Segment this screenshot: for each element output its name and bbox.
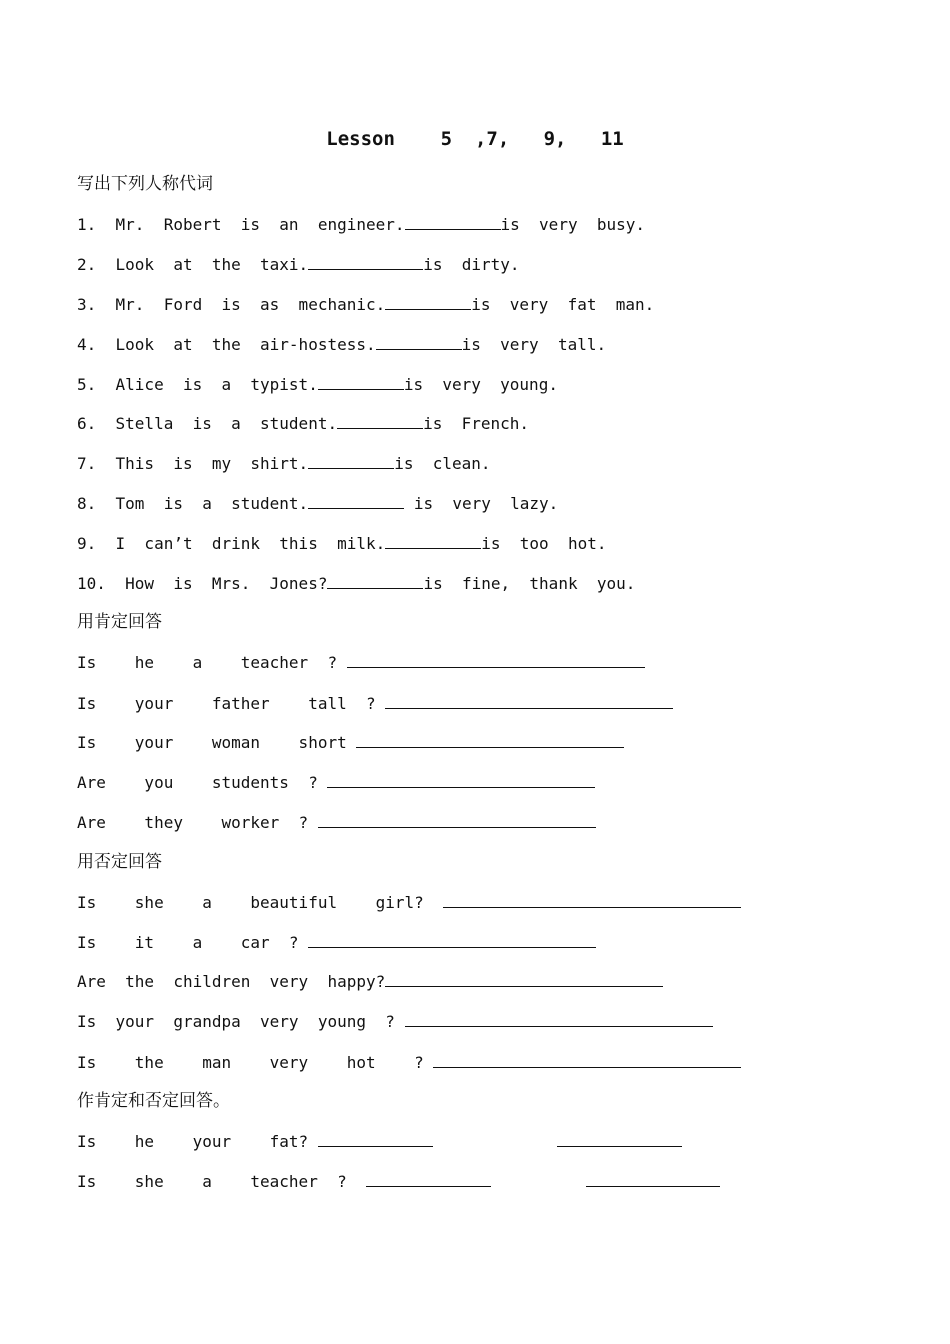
answer-blank[interactable] <box>385 532 481 549</box>
exercise-line-2 <box>77 253 520 277</box>
answer-blank[interactable] <box>385 970 663 987</box>
question-text: 9. I can’t drink this milk. <box>77 534 386 553</box>
question-text: is very tall. <box>461 335 607 354</box>
affirmative-line-3 <box>77 731 624 755</box>
exercise-line-1 <box>77 213 645 237</box>
answer-blank[interactable] <box>318 811 596 828</box>
negative-line-3 <box>77 970 663 994</box>
exercise-line-10 <box>77 572 635 596</box>
page-title: Lesson 5 ,7, 9, 11 <box>326 128 624 150</box>
question-text: Is your grandpa very young ? <box>77 1012 405 1031</box>
question-text: 10. How is Mrs. Jones? <box>77 574 328 593</box>
question-text: Is he a teacher ? <box>77 653 347 672</box>
answer-blank[interactable] <box>308 931 596 948</box>
question-text: 4. Look at the air-hostess. <box>77 335 376 354</box>
answer-blank[interactable] <box>376 333 462 350</box>
answer-blank[interactable] <box>308 492 404 509</box>
negative-line-5 <box>77 1051 741 1075</box>
answer-blank[interactable] <box>356 731 624 748</box>
exercise-line-7 <box>77 452 491 476</box>
question-text: Is your woman short <box>77 733 357 752</box>
answer-blank[interactable] <box>308 452 394 469</box>
question-text: Are the children very happy? <box>77 972 386 991</box>
answer-blank[interactable] <box>405 213 501 230</box>
question-text: Is your father tall ? <box>77 694 386 713</box>
answer-blank[interactable] <box>327 572 423 589</box>
question-text: 3. Mr. Ford is as mechanic. <box>77 295 386 314</box>
negative-line-1 <box>77 891 741 915</box>
answer-blank[interactable] <box>337 412 423 429</box>
answer-blank-yes[interactable] <box>366 1170 491 1187</box>
question-text: 2. Look at the taxi. <box>77 255 309 274</box>
answer-blank[interactable] <box>385 293 471 310</box>
negative-line-2 <box>77 931 596 955</box>
section-heading-negative: 用否定回答 <box>77 852 162 872</box>
question-text: is fine, thank you. <box>423 574 636 593</box>
question-text: Are you students ? <box>77 773 328 792</box>
question-text: is clean. <box>394 454 491 473</box>
affirmative-line-1 <box>77 651 645 675</box>
question-text: Is he your fat? <box>77 1132 318 1151</box>
answer-blank-no[interactable] <box>557 1130 682 1147</box>
both-answers-line-1 <box>77 1130 682 1154</box>
answer-blank[interactable] <box>318 373 404 390</box>
question-text: Is it a car ? <box>77 933 309 952</box>
question-text: 1. Mr. Robert is an engineer. <box>77 215 405 234</box>
question-text: is very young. <box>403 375 558 394</box>
both-answers-line-2 <box>77 1170 720 1194</box>
question-text: is dirty. <box>423 255 520 274</box>
question-text: 8. Tom is a student. <box>77 494 309 513</box>
answer-blank[interactable] <box>327 771 595 788</box>
section-heading-affirmative: 用肯定回答 <box>77 612 162 632</box>
question-text: 7. This is my shirt. <box>77 454 309 473</box>
negative-line-4 <box>77 1010 713 1034</box>
question-text: Are they worker ? <box>77 813 318 832</box>
question-text: Is she a teacher ? <box>77 1172 366 1191</box>
question-text: is very fat man. <box>471 295 655 314</box>
exercise-line-9 <box>77 532 606 556</box>
answer-blank[interactable] <box>385 692 673 709</box>
exercise-line-4 <box>77 333 606 357</box>
section-heading-pronouns: 写出下列人称代词 <box>77 174 213 194</box>
affirmative-line-2 <box>77 692 673 716</box>
question-text: 6. Stella is a student. <box>77 414 338 433</box>
answer-blank-yes[interactable] <box>318 1130 433 1147</box>
question-text: is very lazy. <box>404 494 559 513</box>
question-text: Is she a beautiful girl? <box>77 893 444 912</box>
exercise-line-5 <box>77 373 558 397</box>
exercise-line-8 <box>77 492 558 516</box>
affirmative-line-5 <box>77 811 596 835</box>
question-text: 5. Alice is a typist. <box>77 375 318 394</box>
exercise-line-6 <box>77 412 529 436</box>
section-heading-both: 作肯定和否定回答。 <box>77 1091 230 1111</box>
question-text: is too hot. <box>481 534 607 553</box>
question-text: Is the man very hot ? <box>77 1053 434 1072</box>
answer-blank-no[interactable] <box>586 1170 720 1187</box>
question-text: is French. <box>423 414 530 433</box>
answer-blank[interactable] <box>433 1051 741 1068</box>
answer-blank[interactable] <box>308 253 423 270</box>
question-text: is very busy. <box>500 215 646 234</box>
answer-blank[interactable] <box>405 1010 713 1027</box>
affirmative-line-4 <box>77 771 595 795</box>
answer-blank[interactable] <box>443 891 741 908</box>
exercise-line-3 <box>77 293 654 317</box>
answer-blank[interactable] <box>347 651 645 668</box>
